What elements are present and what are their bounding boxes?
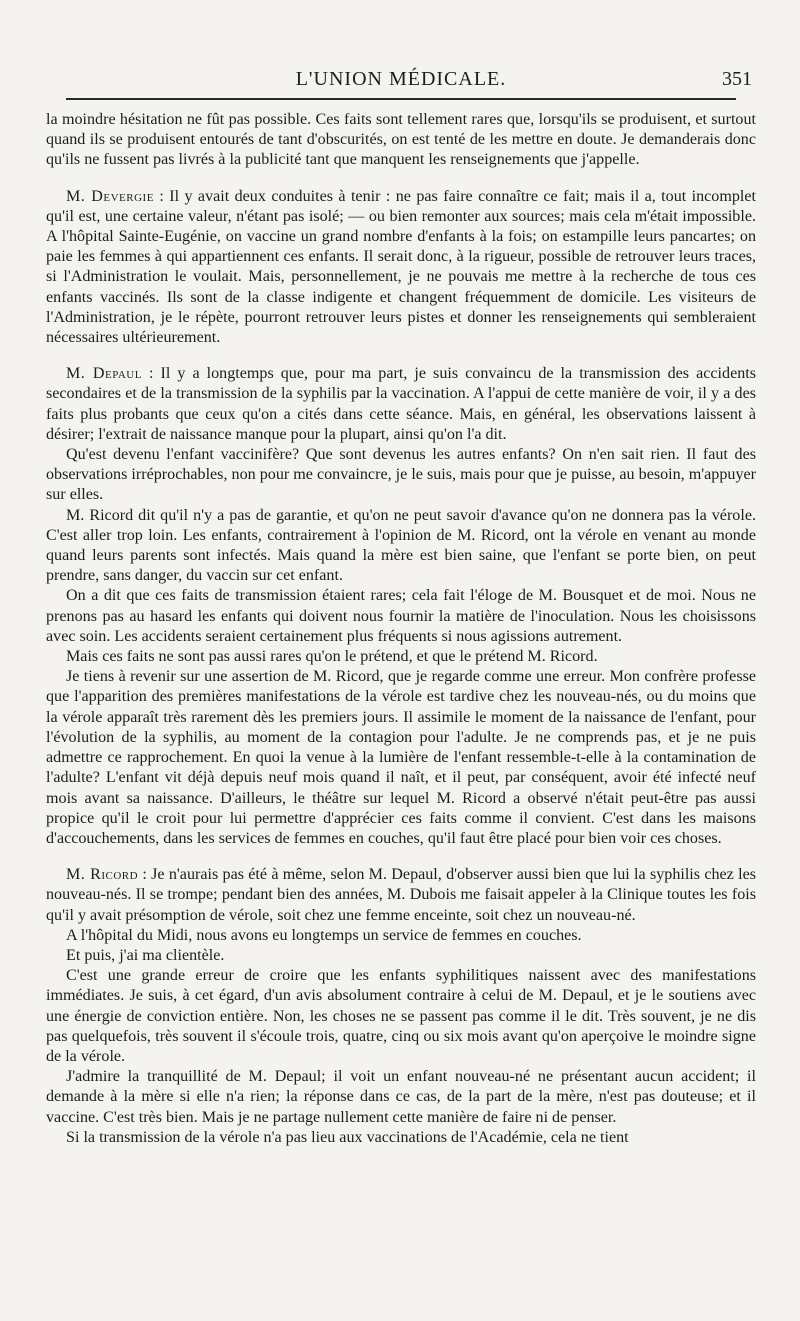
paragraph: A l'hôpital du Midi, nous avons eu longtemps un service de femmes en couches. bbox=[66, 926, 582, 944]
paragraph: Si la transmission de la vérole n'a pas lieu aux vaccinations de l'Académie, cela ne tient bbox=[66, 1128, 629, 1146]
paragraph: M. Ricord dit qu'il n'y a pas de garantie, et qu'on ne peut savoir d'avance qu'on ne donnera pas la vérole. C'est aller trop loin. Les enfants, contrairement à l'opinion de M. Ricord, ont la vérole en venant au monde quand leurs parents sont infectés. Mais quand la mère est bien saine, que l'enfant se porte bien, on peut prendre, sans danger, du vaccin sur cet enfant. bbox=[46, 506, 756, 585]
paragraph: Mais ces faits ne sont pas aussi rares qu'on le prétend, et que le prétend M. Ricord. bbox=[66, 648, 598, 666]
speaker-name: M. Ricord bbox=[66, 866, 139, 884]
document-page bbox=[46, 58, 756, 1308]
paragraph: Et puis, j'ai ma clientèle. bbox=[66, 946, 225, 964]
article-body bbox=[46, 110, 756, 1148]
paragraph: M. Ricord : Je n'aurais pas été à même, selon M. Depaul, d'observer aussi bien que lui la syphilis chez les nouveau-nés. Il se trompe; pendant bien des années, M. Dubois me faisait appeler à la Clinique toutes les fois qu'il y avait présomption de vérole, soit chez une femme enceinte, soit chez un nouveau-né. bbox=[46, 866, 756, 924]
header-rule bbox=[66, 98, 736, 100]
speaker-name: M. Devergie bbox=[66, 187, 154, 205]
paragraph: On a dit que ces faits de transmission étaient rares; cela fait l'éloge de M. Bousquet et de moi. Nous ne prenons pas au hasard les enfants qui doivent nous fournir la matière de l'inoculation. Nous les choisissons avec soin. Les accidents seraient certainement plus fréquents si nous agissions autrement. bbox=[46, 587, 756, 645]
paragraph: M. Depaul : Il y a longtemps que, pour ma part, je suis convaincu de la transmission des accidents secondaires et de la transmission de la syphilis par la vaccination. A l'appui de cette manière de voir, il y a des faits plus probants que ceux qu'on a cités dans cette séance. Mais, en général, les observations laissent à désirer; l'extrait de naissance manque pour la plupart, ainsi qu'on l'a dit. bbox=[46, 365, 756, 443]
paragraph: M. Devergie : Il y avait deux conduites à tenir : ne pas faire connaître ce fait; mais il a, tout incomplet qu'il est, une certaine valeur, n'étant pas isolé; — ou bien remonter aux sources; mais cela m'était impossible. A l'hôpital Sainte-Eugénie, on vaccine un grand nombre d'enfants à la fois; on estampille leurs pancartes; on paie les femmes à qui appartiennent ces enfants. Il serait donc, à la rigueur, possible de retrouver leurs traces, si l'Administration le voulait. Mais, personnellement, je ne pouvais me mettre à la recherche de tous ces enfants vaccinés. Ils sont de la classe indigente et changent fréquemment de domicile. Les visiteurs de l'Administration, je le répète, pourront retrouver leurs pistes et donner les renseignements qui sembleraient nécessaires ultérieurement. bbox=[46, 187, 756, 347]
journal-title: L'UNION MÉDICALE. bbox=[295, 68, 507, 90]
paragraph: Je tiens à revenir sur une assertion de M. Ricord, que je regarde comme une erreur. Mon confrère professe que l'apparition des premières manifestations de la vérole est tardive chez les nouveau-nés, ou du moins que la vérole apparaît très rarement dès les premiers jours. Il assimile le moment de la naissance de l'enfant, pour l'évolution de la syphilis, au moment de la contagion pour l'adulte. Je ne comprends pas, et je ne puis admettre ce rapprochement. En quoi la venue à la lumière de l'enfant ressemble-t-elle à la contamination de l'adulte? L'enfant vit déjà depuis neuf mois quand il naît, et il peut, par conséquent, avoir été infecté neuf mois avant sa naissance. D'ailleurs, le théâtre sur lequel M. Ricord a observé n'était peut-être pas aussi propice qu'il le croit pour lui permettre d'apprécier ces faits comme il convient. C'est dans les maisons d'accouchements, dans les services de femmes en couches, qu'il faut être placé pour bien voir ces choses. bbox=[46, 668, 756, 847]
paragraph: C'est une grande erreur de croire que les enfants syphilitiques naissent avec des manifestations immédiates. Je suis, à cet égard, d'un avis absolument contraire à celui de M. Depaul, et je le soutiens avec une énergie de conviction entière. Non, les choses ne se passent pas comme il le dit. Très souvent, je ne dis pas quelquefois, très souvent il s'écoule trois, quatre, cinq ou six mois avant qu'on aperçoive le moindre signe de la vérole. bbox=[46, 967, 756, 1065]
paragraph: la moindre hésitation ne fût pas possible. Ces faits sont tellement rares que, lorsqu'ils se produisent, et surtout quand ils se produisent entourés de tant d'obscurités, on est tenté de les mettre en doute. Je demanderais donc qu'ils ne fussent pas livrés à la publicité tant que manquent les renseignements que j'appelle. bbox=[46, 111, 756, 169]
speaker-name: M. Depaul bbox=[66, 365, 142, 383]
paragraph: Qu'est devenu l'enfant vaccinifère? Que sont devenus les autres enfants? On n'en sait rien. Il faut des observations irréprochables, non pour me convaincre, je le suis, mais pour que je puisse, au besoin, m'appuyer sur elles. bbox=[46, 446, 756, 504]
page-number: 351 bbox=[722, 68, 752, 90]
running-header bbox=[46, 58, 756, 94]
paragraph: J'admire la tranquillité de M. Depaul; il voit un enfant nouveau-né ne présentant aucun accident; il demande à la mère si elle n'a rien; la réponse dans ce cas, de la part de la mère, n'est pas douteuse; et il vaccine. C'est très bien. Mais je ne partage nullement cette manière de faire ni de penser. bbox=[46, 1068, 756, 1126]
